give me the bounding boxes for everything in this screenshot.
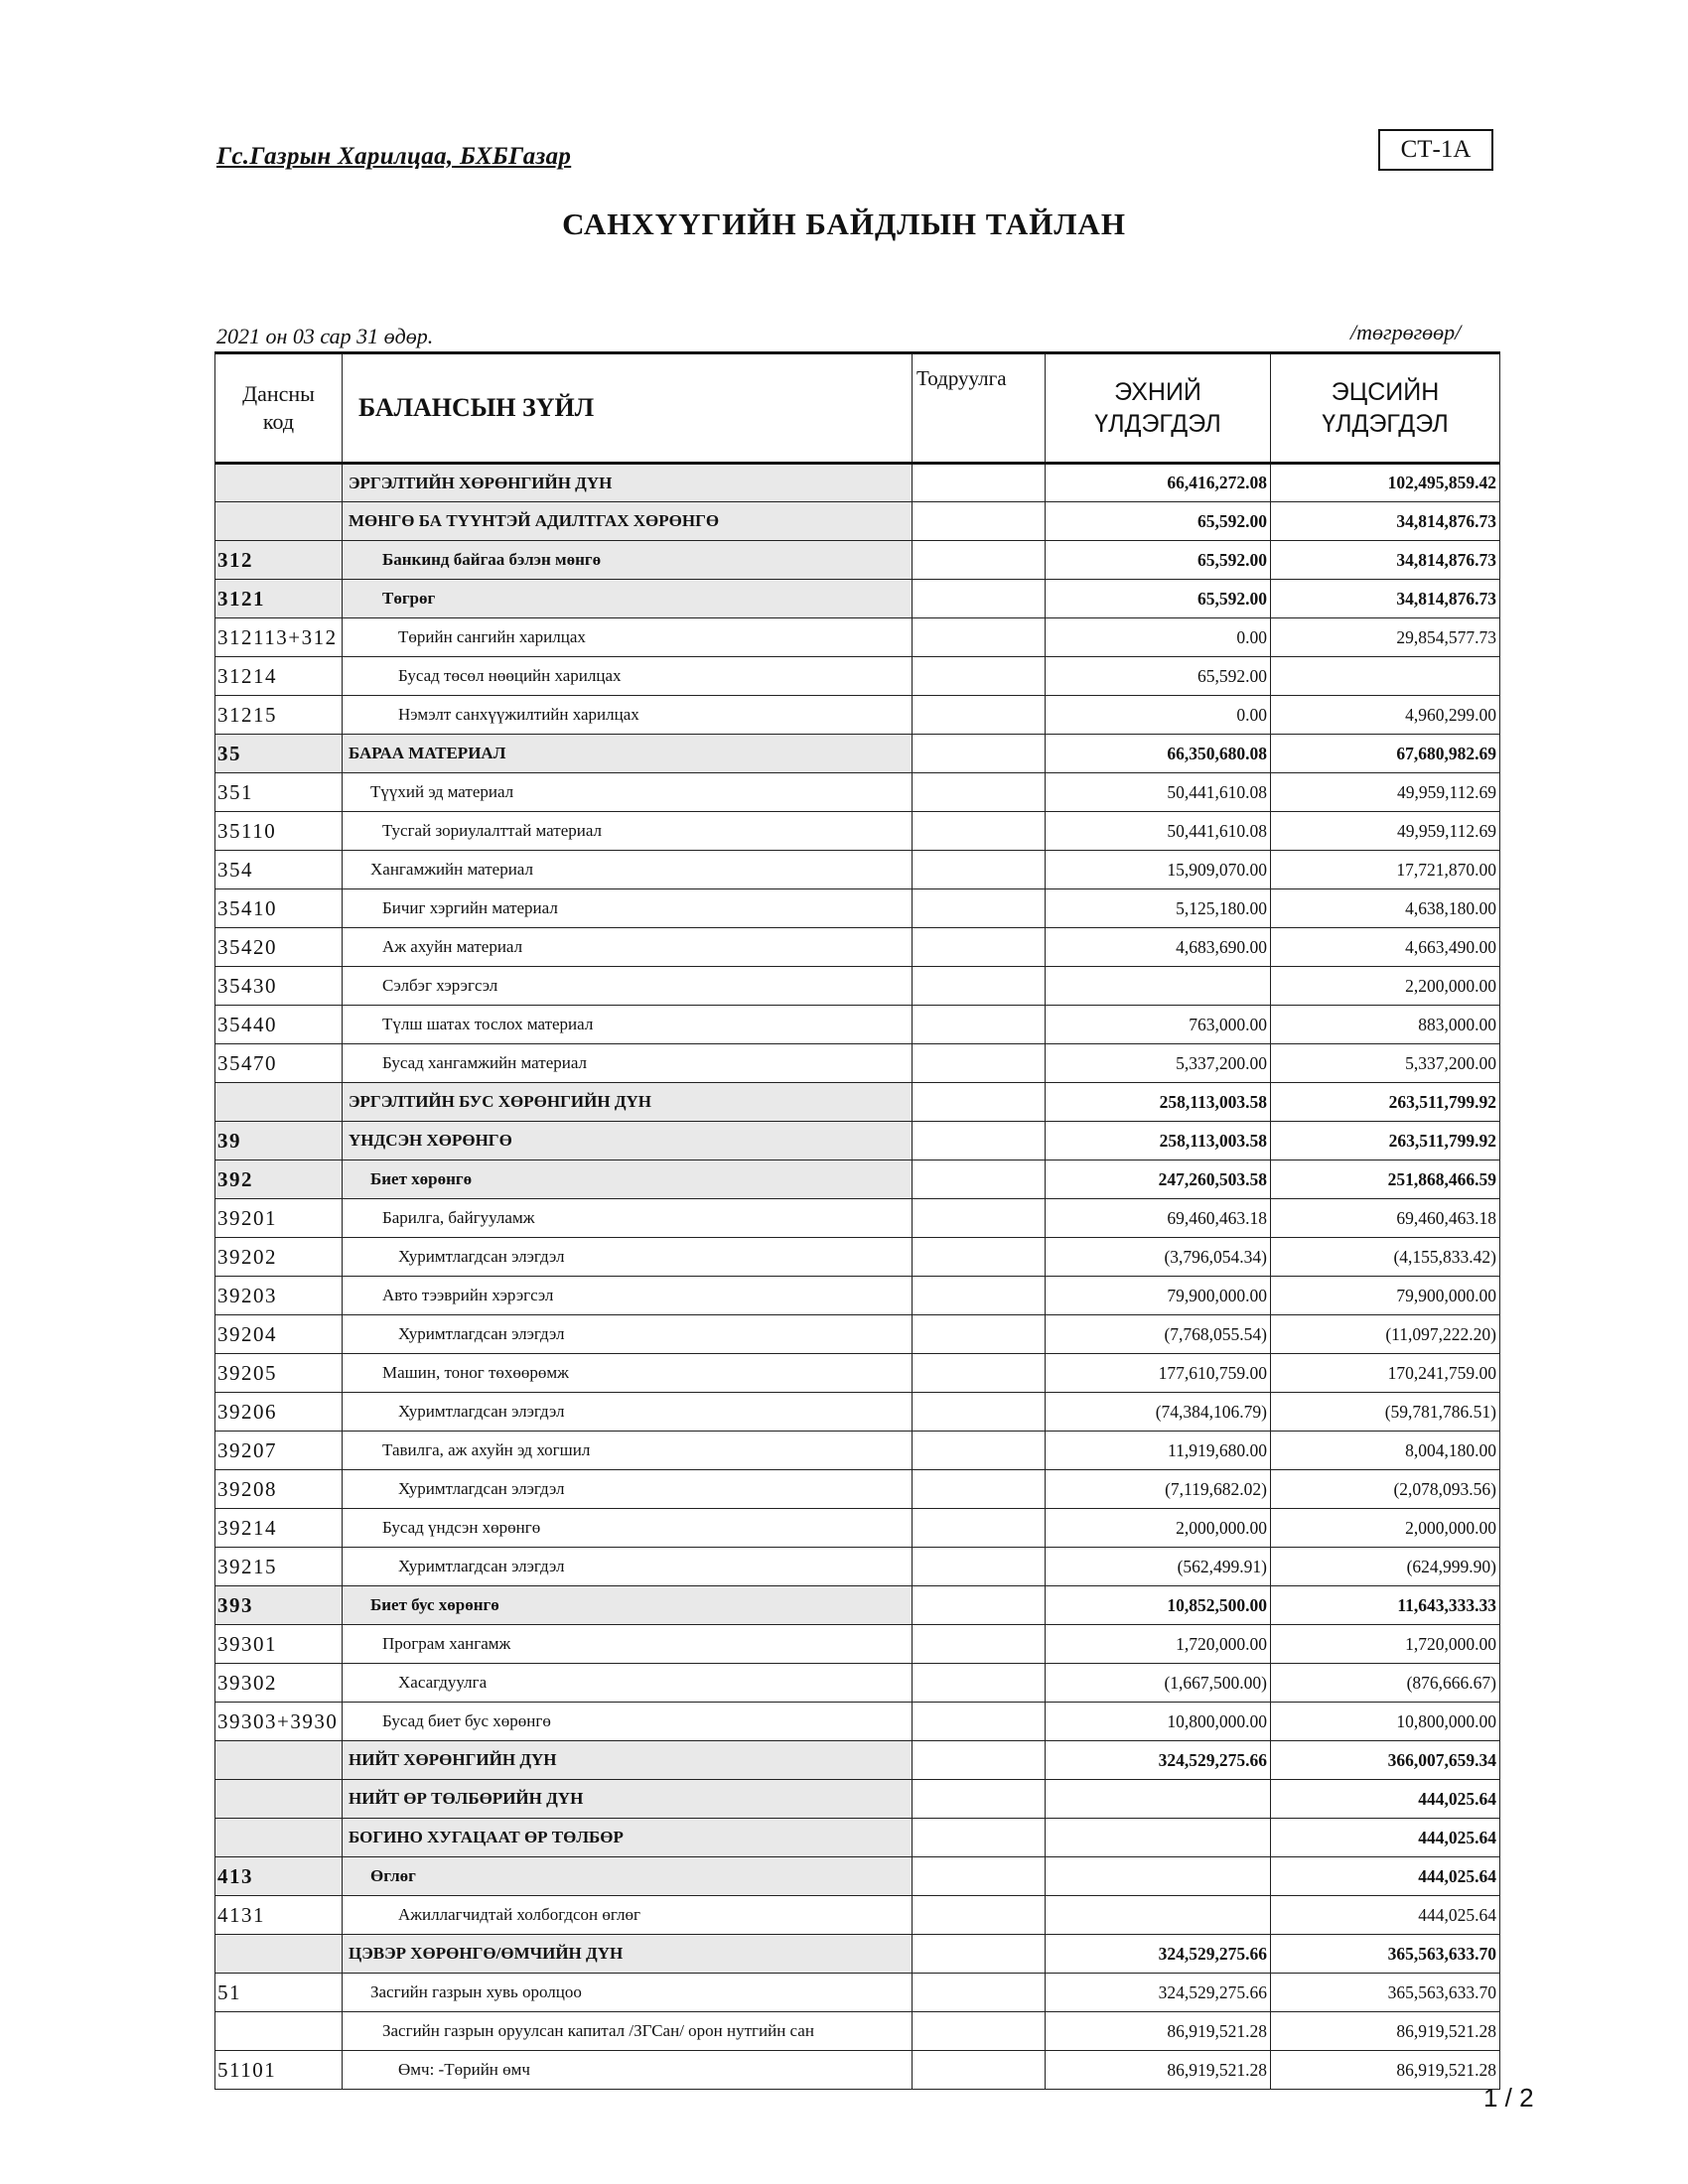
account-code-cell: 35420 <box>215 928 343 967</box>
table-row <box>215 1703 1500 1741</box>
ending-balance-cell: 34,814,876.73 <box>1271 502 1500 541</box>
ending-balance-cell <box>1271 657 1500 696</box>
account-code-cell <box>215 2012 343 2051</box>
note-cell <box>913 1896 1046 1935</box>
ending-balance-cell: 444,025.64 <box>1271 1857 1500 1896</box>
table-row <box>215 1586 1500 1625</box>
table-row <box>215 1857 1500 1896</box>
account-code-cell: 39 <box>215 1122 343 1160</box>
note-cell <box>913 928 1046 967</box>
ending-balance-cell: 4,638,180.00 <box>1271 889 1500 928</box>
beginning-balance-cell: 258,113,003.58 <box>1046 1083 1271 1122</box>
balance-item-cell: Аж ахуйн материал <box>343 928 913 967</box>
note-cell <box>913 1122 1046 1160</box>
note-cell <box>913 967 1046 1006</box>
table-row <box>215 1664 1500 1703</box>
ending-balance-cell: (624,999.90) <box>1271 1548 1500 1586</box>
balance-item-cell: Барилга, байгууламж <box>343 1199 913 1238</box>
ending-balance-cell: 2,200,000.00 <box>1271 967 1500 1006</box>
note-cell <box>913 1780 1046 1819</box>
note-cell <box>913 1741 1046 1780</box>
note-cell <box>913 851 1046 889</box>
account-code-cell: 312 <box>215 541 343 580</box>
beginning-balance-cell: (3,796,054.34) <box>1046 1238 1271 1277</box>
account-code-cell <box>215 1819 343 1857</box>
table-row <box>215 889 1500 928</box>
balance-item-cell: НИЙТ ХӨРӨНГИЙН ДҮН <box>343 1741 913 1780</box>
beginning-balance-cell: 324,529,275.66 <box>1046 1974 1271 2012</box>
table-row <box>215 541 1500 580</box>
table-row <box>215 2051 1500 2090</box>
table-row <box>215 618 1500 657</box>
account-code-cell: 413 <box>215 1857 343 1896</box>
beginning-balance-cell: 50,441,610.08 <box>1046 812 1271 851</box>
note-cell <box>913 1354 1046 1393</box>
balance-item-cell: Хуримтлагдсан элэгдэл <box>343 1238 913 1277</box>
balance-item-cell: ЭРГЭЛТИЙН БУС ХӨРӨНГИЙН ДҮН <box>343 1083 913 1122</box>
ending-balance-cell: 49,959,112.69 <box>1271 812 1500 851</box>
note-cell <box>913 1974 1046 2012</box>
table-row <box>215 812 1500 851</box>
table-row <box>215 1199 1500 1238</box>
beginning-balance-cell: 65,592.00 <box>1046 502 1271 541</box>
page-number: 1 / 2 <box>1483 2083 1534 2113</box>
beginning-balance-cell: 324,529,275.66 <box>1046 1741 1271 1780</box>
beginning-balance-cell: 5,125,180.00 <box>1046 889 1271 928</box>
beginning-balance-cell: 258,113,003.58 <box>1046 1122 1271 1160</box>
ending-balance-cell: 79,900,000.00 <box>1271 1277 1500 1315</box>
note-cell <box>913 735 1046 773</box>
account-code-cell: 312113+312 <box>215 618 343 657</box>
beginning-balance-cell: 65,592.00 <box>1046 541 1271 580</box>
note-cell <box>913 541 1046 580</box>
beginning-balance-cell: (1,667,500.00) <box>1046 1664 1271 1703</box>
beginning-balance-cell <box>1046 1896 1271 1935</box>
header-begin-line1: ЭХНИЙ <box>1114 378 1201 406</box>
ending-balance-cell: 5,337,200.00 <box>1271 1044 1500 1083</box>
balance-item-cell: ЦЭВЭР ХӨРӨНГӨ/ӨМЧИЙН ДҮН <box>343 1935 913 1974</box>
ending-balance-cell: 34,814,876.73 <box>1271 541 1500 580</box>
ending-balance-cell: 365,563,633.70 <box>1271 1974 1500 2012</box>
account-code-cell: 39205 <box>215 1354 343 1393</box>
note-cell <box>913 1277 1046 1315</box>
table-row <box>215 773 1500 812</box>
note-cell <box>913 580 1046 618</box>
account-code-cell: 31215 <box>215 696 343 735</box>
beginning-balance-cell <box>1046 967 1271 1006</box>
ending-balance-cell: (2,078,093.56) <box>1271 1470 1500 1509</box>
beginning-balance-cell: 50,441,610.08 <box>1046 773 1271 812</box>
balance-item-cell: ҮНДСЭН ХӨРӨНГӨ <box>343 1122 913 1160</box>
balance-item-cell: Нэмэлт санхүүжилтийн харилцах <box>343 696 913 735</box>
account-code-cell: 39302 <box>215 1664 343 1703</box>
ending-balance-cell: 251,868,466.59 <box>1271 1160 1500 1199</box>
account-code-cell: 39204 <box>215 1315 343 1354</box>
balance-item-cell: Банкинд байгаа бэлэн мөнгө <box>343 541 913 580</box>
ending-balance-cell: 444,025.64 <box>1271 1780 1500 1819</box>
beginning-balance-cell: 10,852,500.00 <box>1046 1586 1271 1625</box>
note-cell <box>913 1199 1046 1238</box>
balance-item-cell: Өмч: -Төрийн өмч <box>343 2051 913 2090</box>
table-row <box>215 580 1500 618</box>
table-row <box>215 928 1500 967</box>
ending-balance-cell: (4,155,833.42) <box>1271 1238 1500 1277</box>
beginning-balance-cell: 79,900,000.00 <box>1046 1277 1271 1315</box>
note-cell <box>913 1935 1046 1974</box>
table-row <box>215 1083 1500 1122</box>
beginning-balance-cell: 65,592.00 <box>1046 580 1271 618</box>
note-cell <box>913 1586 1046 1625</box>
account-code-cell: 39214 <box>215 1509 343 1548</box>
table-row <box>215 1974 1500 2012</box>
table-row <box>215 1354 1500 1393</box>
report-title: САНХҮҮГИЙН БАЙДЛЫН ТАЙЛАН <box>562 206 1126 241</box>
account-code-cell: 393 <box>215 1586 343 1625</box>
beginning-balance-cell: (562,499.91) <box>1046 1548 1271 1586</box>
table-row <box>215 1122 1500 1160</box>
beginning-balance-cell: 69,460,463.18 <box>1046 1199 1271 1238</box>
balance-item-cell: Түүхий эд материал <box>343 773 913 812</box>
balance-item-cell: Хуримтлагдсан элэгдэл <box>343 1393 913 1432</box>
account-code-cell <box>215 1741 343 1780</box>
header-account-code <box>215 353 343 464</box>
account-code-cell <box>215 502 343 541</box>
form-code-box: СТ-1А <box>1378 129 1493 171</box>
beginning-balance-cell: 4,683,690.00 <box>1046 928 1271 967</box>
table-row <box>215 1393 1500 1432</box>
balance-item-cell: Тусгай зориулалттай материал <box>343 812 913 851</box>
balance-item-cell: Бусад биет бус хөрөнгө <box>343 1703 913 1741</box>
beginning-balance-cell: 0.00 <box>1046 618 1271 657</box>
account-code-cell: 39203 <box>215 1277 343 1315</box>
account-code-cell: 51 <box>215 1974 343 2012</box>
table-row <box>215 1238 1500 1277</box>
note-cell <box>913 1393 1046 1432</box>
note-cell <box>913 1315 1046 1354</box>
beginning-balance-cell: 0.00 <box>1046 696 1271 735</box>
currency-unit: /төгрөгөөр/ <box>1350 320 1462 344</box>
table-row <box>215 502 1500 541</box>
beginning-balance-cell: 66,350,680.08 <box>1046 735 1271 773</box>
account-code-cell <box>215 464 343 502</box>
header-end-line1: ЭЦСИЙН <box>1331 378 1440 406</box>
balance-item-cell: Машин, тоног төхөөрөмж <box>343 1354 913 1393</box>
header-note: Тодруулга <box>913 353 1046 464</box>
ending-balance-cell: (876,666.67) <box>1271 1664 1500 1703</box>
ending-balance-cell: 4,663,490.00 <box>1271 928 1500 967</box>
beginning-balance-cell: 1,720,000.00 <box>1046 1625 1271 1664</box>
account-code-cell: 3121 <box>215 580 343 618</box>
balance-item-cell: Хасагдуулга <box>343 1664 913 1703</box>
account-code-cell <box>215 1780 343 1819</box>
beginning-balance-cell: 66,416,272.08 <box>1046 464 1271 502</box>
note-cell <box>913 657 1046 696</box>
balance-item-cell: НИЙТ ӨР ТӨЛБӨРИЙН ДҮН <box>343 1780 913 1819</box>
ending-balance-cell: 29,854,577.73 <box>1271 618 1500 657</box>
account-code-cell: 39206 <box>215 1393 343 1432</box>
balance-item-cell: Биет бус хөрөнгө <box>343 1586 913 1625</box>
note-cell <box>913 773 1046 812</box>
ending-balance-cell: 11,643,333.33 <box>1271 1586 1500 1625</box>
note-cell <box>913 1703 1046 1741</box>
account-code-cell: 35470 <box>215 1044 343 1083</box>
beginning-balance-cell: 247,260,503.58 <box>1046 1160 1271 1199</box>
balance-item-cell: Төрийн сангийн харилцах <box>343 618 913 657</box>
report-date: 2021 он 03 сар 31 өдөр. <box>216 324 434 348</box>
account-code-cell: 35440 <box>215 1006 343 1044</box>
ending-balance-cell: 67,680,982.69 <box>1271 735 1500 773</box>
ending-balance-cell: 365,563,633.70 <box>1271 1935 1500 1974</box>
table-row <box>215 1548 1500 1586</box>
note-cell <box>913 812 1046 851</box>
table-row <box>215 1160 1500 1199</box>
table-row <box>215 967 1500 1006</box>
balance-item-cell: Програм хангамж <box>343 1625 913 1664</box>
note-cell <box>913 1083 1046 1122</box>
note-cell <box>913 502 1046 541</box>
account-code-cell: 392 <box>215 1160 343 1199</box>
account-code-cell <box>215 1935 343 1974</box>
balance-item-cell: Бусад үндсэн хөрөнгө <box>343 1509 913 1548</box>
balance-item-cell: Засгийн газрын оруулсан капитал /ЗГСан/ орон нутгийн сан <box>343 2012 913 2051</box>
ending-balance-cell: 34,814,876.73 <box>1271 580 1500 618</box>
header-begin-line2: ҮЛДЭГДЭЛ <box>1094 410 1221 438</box>
balance-item-cell: ЭРГЭЛТИЙН ХӨРӨНГИЙН ДҮН <box>343 464 913 502</box>
note-cell <box>913 464 1046 502</box>
beginning-balance-cell: 5,337,200.00 <box>1046 1044 1271 1083</box>
beginning-balance-cell: 2,000,000.00 <box>1046 1509 1271 1548</box>
balance-sheet-table <box>214 351 1500 2090</box>
account-code-cell: 351 <box>215 773 343 812</box>
note-cell <box>913 2051 1046 2090</box>
ending-balance-cell: 69,460,463.18 <box>1271 1199 1500 1238</box>
ending-balance-cell: 8,004,180.00 <box>1271 1432 1500 1470</box>
note-cell <box>913 2012 1046 2051</box>
account-code-cell: 35410 <box>215 889 343 928</box>
header-code-line2: код <box>262 409 295 434</box>
table-row <box>215 696 1500 735</box>
note-cell <box>913 1509 1046 1548</box>
ending-balance-cell: 102,495,859.42 <box>1271 464 1500 502</box>
ending-balance-cell: 444,025.64 <box>1271 1819 1500 1857</box>
note-cell <box>913 1857 1046 1896</box>
table-row <box>215 1006 1500 1044</box>
account-code-cell: 39208 <box>215 1470 343 1509</box>
balance-item-cell: МӨНГӨ БА ТҮҮНТЭЙ АДИЛТГАХ ХӨРӨНГӨ <box>343 502 913 541</box>
table-row <box>215 1509 1500 1548</box>
beginning-balance-cell: 11,919,680.00 <box>1046 1432 1271 1470</box>
table-row <box>215 1277 1500 1315</box>
account-code-cell: 35430 <box>215 967 343 1006</box>
ending-balance-cell: 17,721,870.00 <box>1271 851 1500 889</box>
header-beginning-balance <box>1046 353 1271 464</box>
ending-balance-cell: 10,800,000.00 <box>1271 1703 1500 1741</box>
ending-balance-cell: 883,000.00 <box>1271 1006 1500 1044</box>
balance-item-cell: Хуримтлагдсан элэгдэл <box>343 1315 913 1354</box>
table-row <box>215 1315 1500 1354</box>
header-code-line1: Дансны <box>242 381 315 406</box>
ending-balance-cell: (11,097,222.20) <box>1271 1315 1500 1354</box>
beginning-balance-cell: 763,000.00 <box>1046 1006 1271 1044</box>
balance-item-cell: Сэлбэг хэрэгсэл <box>343 967 913 1006</box>
ending-balance-cell: 263,511,799.92 <box>1271 1122 1500 1160</box>
balance-item-cell: Ажиллагчидтай холбогдсон өглөг <box>343 1896 913 1935</box>
beginning-balance-cell: 10,800,000.00 <box>1046 1703 1271 1741</box>
beginning-balance-cell: 86,919,521.28 <box>1046 2012 1271 2051</box>
table-row <box>215 1470 1500 1509</box>
account-code-cell: 354 <box>215 851 343 889</box>
balance-item-cell: БОГИНО ХУГАЦААТ ӨР ТӨЛБӨР <box>343 1819 913 1857</box>
beginning-balance-cell <box>1046 1780 1271 1819</box>
balance-item-cell: Авто тээврийн хэрэгсэл <box>343 1277 913 1315</box>
beginning-balance-cell: (74,384,106.79) <box>1046 1393 1271 1432</box>
table-row <box>215 464 1500 502</box>
balance-item-cell: Бичиг хэргийн материал <box>343 889 913 928</box>
balance-item-cell: Өглөг <box>343 1857 913 1896</box>
beginning-balance-cell <box>1046 1857 1271 1896</box>
table-row <box>215 1432 1500 1470</box>
balance-item-cell: Хуримтлагдсан элэгдэл <box>343 1548 913 1586</box>
account-code-cell: 51101 <box>215 2051 343 2090</box>
note-cell <box>913 1664 1046 1703</box>
account-code-cell: 39303+3930 <box>215 1703 343 1741</box>
table-row <box>215 735 1500 773</box>
account-code-cell: 39215 <box>215 1548 343 1586</box>
beginning-balance-cell: 324,529,275.66 <box>1046 1935 1271 1974</box>
note-cell <box>913 1819 1046 1857</box>
account-code-cell <box>215 1083 343 1122</box>
balance-item-cell: Хуримтлагдсан элэгдэл <box>343 1470 913 1509</box>
header-end-line2: ҮЛДЭГДЭЛ <box>1322 410 1449 438</box>
beginning-balance-cell: (7,119,682.02) <box>1046 1470 1271 1509</box>
table-row <box>215 1896 1500 1935</box>
note-cell <box>913 1044 1046 1083</box>
table-row <box>215 1044 1500 1083</box>
table-row <box>215 1819 1500 1857</box>
note-cell <box>913 889 1046 928</box>
balance-item-cell: Тавилга, аж ахуйн эд хогшил <box>343 1432 913 1470</box>
note-cell <box>913 696 1046 735</box>
header-balance-item: БАЛАНСЫН ЗҮЙЛ <box>343 353 913 464</box>
beginning-balance-cell: (7,768,055.54) <box>1046 1315 1271 1354</box>
account-code-cell: 4131 <box>215 1896 343 1935</box>
note-cell <box>913 1548 1046 1586</box>
ending-balance-cell: 170,241,759.00 <box>1271 1354 1500 1393</box>
table-row <box>215 657 1500 696</box>
table-row <box>215 1935 1500 1974</box>
table-row <box>215 1741 1500 1780</box>
account-code-cell: 39202 <box>215 1238 343 1277</box>
beginning-balance-cell: 65,592.00 <box>1046 657 1271 696</box>
organization-name: Гс.Газрын Харилцаа, БХБГазар <box>216 143 572 170</box>
note-cell <box>913 618 1046 657</box>
ending-balance-cell: (59,781,786.51) <box>1271 1393 1500 1432</box>
balance-item-cell: Хангамжийн материал <box>343 851 913 889</box>
note-cell <box>913 1432 1046 1470</box>
balance-item-cell: Бусад хангамжийн материал <box>343 1044 913 1083</box>
account-code-cell: 39301 <box>215 1625 343 1664</box>
ending-balance-cell: 4,960,299.00 <box>1271 696 1500 735</box>
balance-item-cell: Засгийн газрын хувь оролцоо <box>343 1974 913 2012</box>
ending-balance-cell: 49,959,112.69 <box>1271 773 1500 812</box>
ending-balance-cell: 2,000,000.00 <box>1271 1509 1500 1548</box>
table-row <box>215 1625 1500 1664</box>
account-code-cell: 35 <box>215 735 343 773</box>
balance-item-cell: БАРАА МАТЕРИАЛ <box>343 735 913 773</box>
ending-balance-cell: 263,511,799.92 <box>1271 1083 1500 1122</box>
ending-balance-cell: 366,007,659.34 <box>1271 1741 1500 1780</box>
note-cell <box>913 1470 1046 1509</box>
note-cell <box>913 1238 1046 1277</box>
table-row <box>215 1780 1500 1819</box>
balance-item-cell: Биет хөрөнгө <box>343 1160 913 1199</box>
ending-balance-cell: 1,720,000.00 <box>1271 1625 1500 1664</box>
ending-balance-cell: 86,919,521.28 <box>1271 2012 1500 2051</box>
ending-balance-cell: 86,919,521.28 <box>1271 2051 1500 2090</box>
account-code-cell: 35110 <box>215 812 343 851</box>
beginning-balance-cell: 86,919,521.28 <box>1046 2051 1271 2090</box>
header-ending-balance <box>1271 353 1500 464</box>
beginning-balance-cell <box>1046 1819 1271 1857</box>
balance-item-cell: Бусад төсөл нөөцийн харилцах <box>343 657 913 696</box>
table-header-row <box>215 353 1500 464</box>
note-cell <box>913 1160 1046 1199</box>
beginning-balance-cell: 15,909,070.00 <box>1046 851 1271 889</box>
account-code-cell: 39201 <box>215 1199 343 1238</box>
note-cell <box>913 1006 1046 1044</box>
table-row <box>215 851 1500 889</box>
table-row <box>215 2012 1500 2051</box>
note-cell <box>913 1625 1046 1664</box>
beginning-balance-cell: 177,610,759.00 <box>1046 1354 1271 1393</box>
balance-item-cell: Төгрөг <box>343 580 913 618</box>
account-code-cell: 31214 <box>215 657 343 696</box>
ending-balance-cell: 444,025.64 <box>1271 1896 1500 1935</box>
balance-item-cell: Түлш шатах тослох материал <box>343 1006 913 1044</box>
account-code-cell: 39207 <box>215 1432 343 1470</box>
